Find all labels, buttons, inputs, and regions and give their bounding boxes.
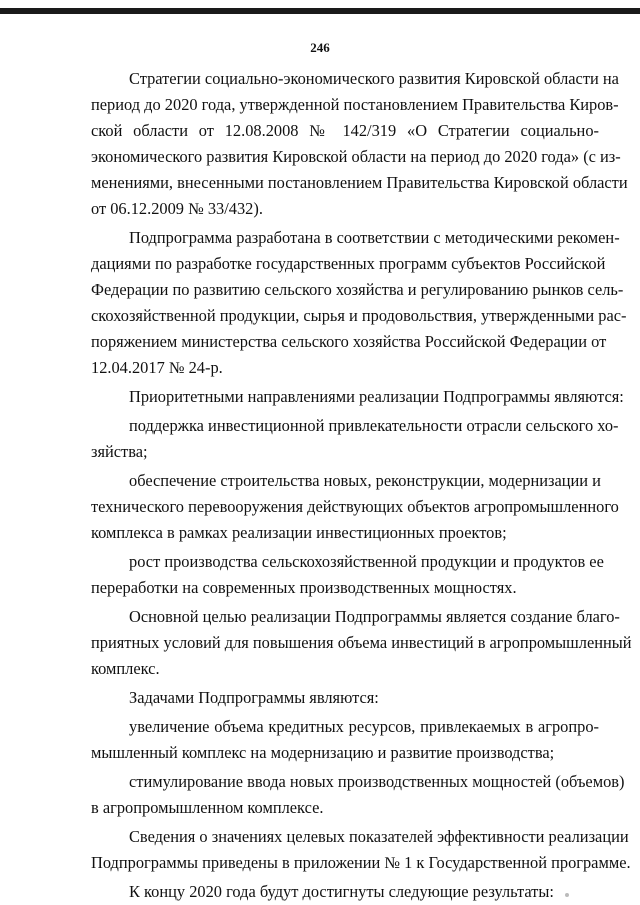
- document-body: [91, 66, 632, 905]
- text-line: увеличение объема кредитных ресурсов, привлекаемых в агропро-: [129, 717, 599, 736]
- text-line: в агропромышленном комплексе.: [91, 798, 324, 817]
- text-line: зяйства;: [91, 442, 148, 461]
- paragraph: [91, 879, 599, 905]
- text-line: Стратегии социально-экономического развития Кировской области на: [129, 69, 619, 88]
- paragraph: [91, 225, 627, 381]
- text-line: период до 2020 года, утвержденной постановлением Правительства Киров-: [91, 95, 619, 114]
- text-line: комплекс.: [91, 659, 160, 678]
- text-line: обеспечение строительства новых, реконструкции, модернизации и: [129, 471, 601, 490]
- paragraph: [91, 824, 631, 876]
- paragraph: [91, 66, 628, 222]
- text-line: от 06.12.2009 № 33/432).: [91, 199, 263, 218]
- text-line: поряжением министерства сельского хозяйства Российской Федерации от: [91, 332, 607, 351]
- text-line: К концу 2020 года будут достигнуты следующие результаты:: [129, 882, 554, 901]
- page-number: 246: [310, 40, 330, 55]
- text-line: Приоритетными направлениями реализации Подпрограммы являются:: [129, 387, 624, 406]
- text-line: скохозяйственной продукции, сырья и продовольствия, утвержденными рас-: [91, 306, 627, 325]
- list-item: [91, 413, 619, 465]
- list-item: [91, 468, 619, 546]
- paragraph: [91, 685, 599, 711]
- text-line: Задачами Подпрограммы являются:: [129, 688, 379, 707]
- text-line: дациями по разработке государственных программ субъектов Российской: [91, 254, 606, 273]
- text-line: рост производства сельскохозяйственной продукции и продуктов ее: [129, 552, 604, 571]
- text-line: Подпрограмма разработана в соответствии с методическими рекомен-: [129, 228, 620, 247]
- text-line: технического перевооружения действующих объектов агропромышленного: [91, 497, 619, 516]
- text-line: Сведения о значениях целевых показателей эффективности реализации: [129, 827, 629, 846]
- text-line: менениями, внесенными постановлением Правительства Кировской области: [91, 173, 628, 192]
- list-item: [91, 714, 599, 766]
- list-item: [91, 769, 625, 821]
- text-line: ской области от 12.08.2008 № 142/319 «О Стратегии социально-: [91, 121, 599, 140]
- text-line: экономического развития Кировской области на период до 2020 года» (с из-: [91, 147, 621, 166]
- scan-artifact-dot: [565, 893, 569, 897]
- paragraph: [91, 604, 632, 682]
- text-line: Основной целью реализации Подпрограммы является создание благо-: [129, 607, 620, 626]
- list-item: [91, 549, 604, 601]
- text-line: приятных условий для повышения объема инвестиций в агропромышленный: [91, 633, 632, 652]
- top-border-rule: [0, 8, 640, 14]
- text-line: поддержка инвестиционной привлекательности отрасли сельского хо-: [129, 416, 619, 435]
- paragraph: [91, 384, 624, 410]
- text-line: мышленный комплекс на модернизацию и развитие производства;: [91, 743, 555, 762]
- text-line: 12.04.2017 № 24-р.: [91, 358, 223, 377]
- text-line: переработки на современных производственных мощностях.: [91, 578, 517, 597]
- text-line: Подпрограммы приведены в приложении № 1 к Государственной программе.: [91, 853, 631, 872]
- text-line: Федерации по развитию сельского хозяйства и регулированию рынков сель-: [91, 280, 624, 299]
- text-line: стимулирование ввода новых производственных мощностей (объемов): [129, 772, 625, 791]
- text-line: комплекса в рамках реализации инвестиционных проектов;: [91, 523, 507, 542]
